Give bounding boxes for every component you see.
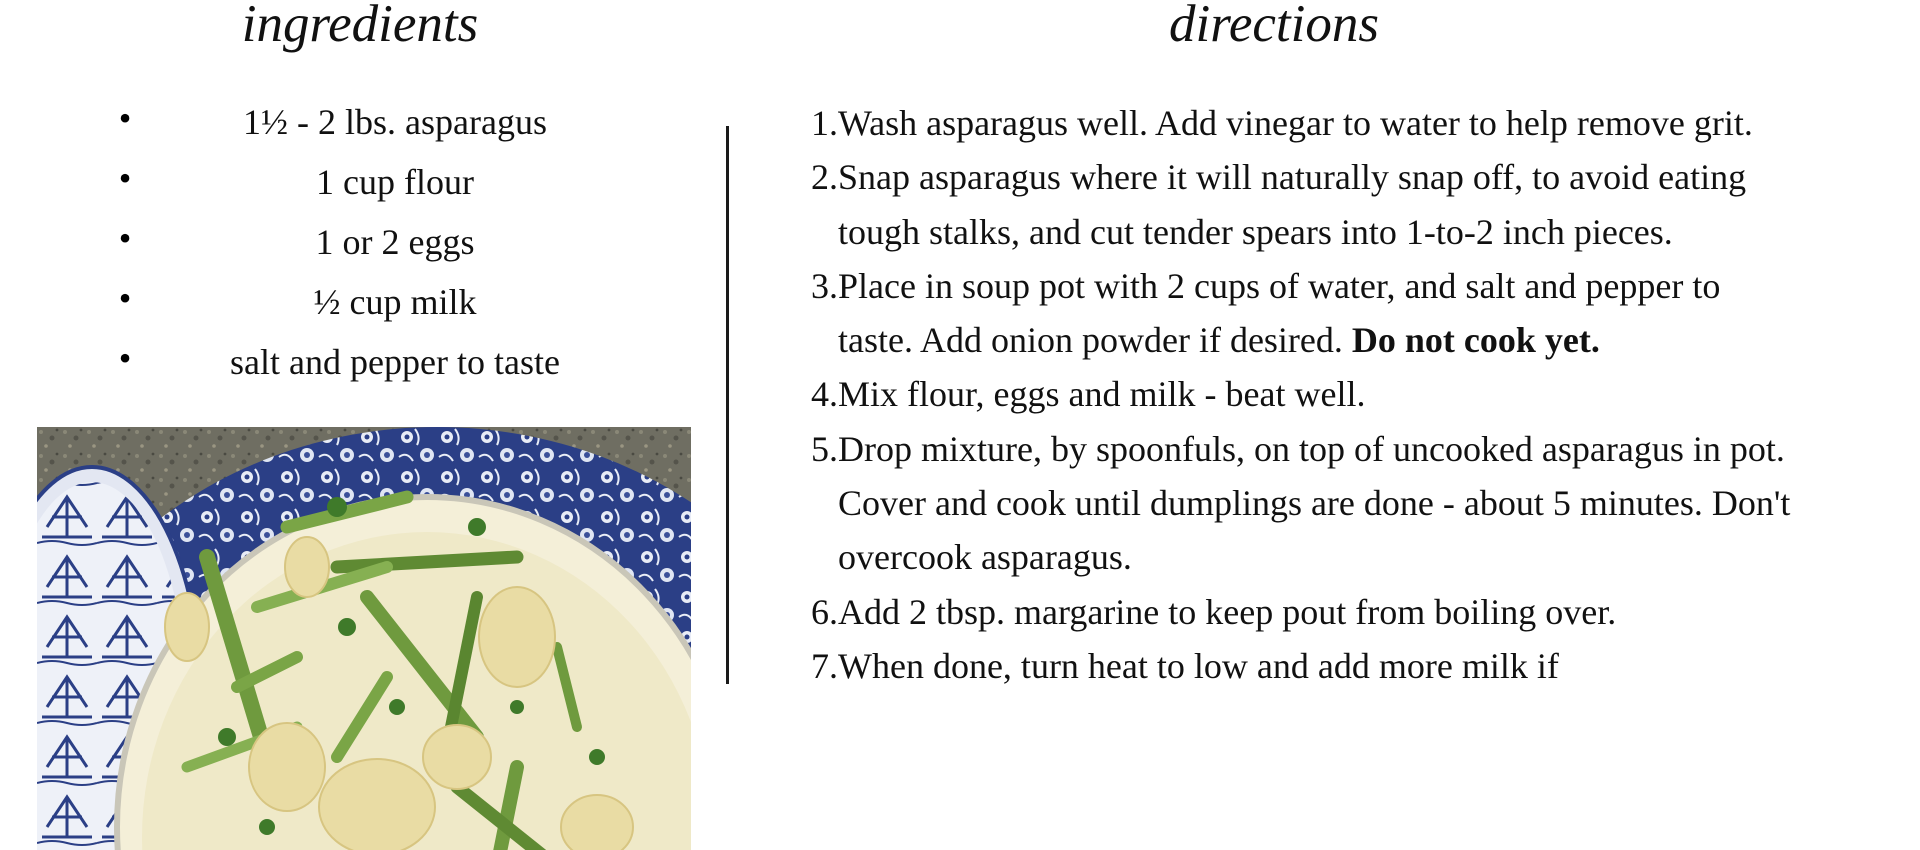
step-number: 3. [811, 265, 838, 306]
step-text: Snap asparagus where it will naturally snap off, to avoid eating tough stalks, and cut tender spears into 1-to-2 inch pieces. [838, 157, 1747, 252]
ingredient-text: 1½ - 2 lbs. asparagus [243, 102, 547, 142]
direction-step [800, 639, 1800, 693]
direction-step [800, 150, 1800, 259]
ingredient-text: salt and pepper to taste [230, 342, 560, 382]
step-bold-text: Do not cook yet. [1351, 320, 1600, 361]
direction-step [800, 259, 1800, 368]
step-number: 1. [811, 103, 838, 143]
direction-step [800, 96, 1800, 150]
step-text: When done, turn heat to low and add more milk if [838, 645, 1559, 686]
ingredients-heading: ingredients [241, 0, 479, 53]
direction-step [800, 422, 1800, 585]
step-text: Drop mixture, by spoonfuls, on top of uncooked asparagus in pot. Cover and cook until dumplings are done - about 5 minutes. Don't overcook asparagus. [838, 428, 1791, 578]
soup-photo-image [37, 427, 691, 850]
bullet-icon: • [118, 158, 132, 198]
step-number: 7. [811, 645, 838, 686]
ingredient-item [100, 158, 595, 218]
column-divider [726, 126, 729, 684]
ingredient-text: 1 or 2 eggs [315, 222, 475, 262]
ingredients-list [100, 98, 600, 398]
bullet-icon: • [118, 278, 132, 318]
step-text: Add 2 tbsp. margarine to keep pout from boiling over. [838, 591, 1617, 632]
step-number: 4. [811, 374, 838, 415]
step-number: 6. [811, 591, 838, 632]
direction-step [800, 367, 1800, 421]
ingredient-item [100, 98, 595, 158]
step-number: 2. [811, 157, 838, 198]
ingredient-item [100, 278, 595, 338]
soup-photo [37, 427, 691, 850]
bullet-icon: • [118, 218, 132, 258]
step-number: 5. [811, 428, 838, 469]
step-text: Place in soup pot with 2 cups of water, and salt and pepper to taste. Add onion powder if desired. [838, 265, 1721, 361]
step-text: Mix flour, eggs and milk - beat well. [838, 374, 1366, 415]
step-text: Wash asparagus well. Add vinegar to water to help remove grit. [838, 103, 1753, 143]
ingredient-text: 1 cup flour [316, 162, 474, 202]
ingredient-item [100, 338, 595, 398]
bullet-icon: • [118, 98, 132, 138]
ingredient-text: ½ cup milk [313, 282, 477, 322]
direction-step [800, 585, 1800, 639]
directions-heading: directions [1168, 0, 1379, 53]
directions-list [800, 96, 1800, 693]
bullet-icon: • [118, 338, 132, 378]
ingredient-item [100, 218, 595, 278]
